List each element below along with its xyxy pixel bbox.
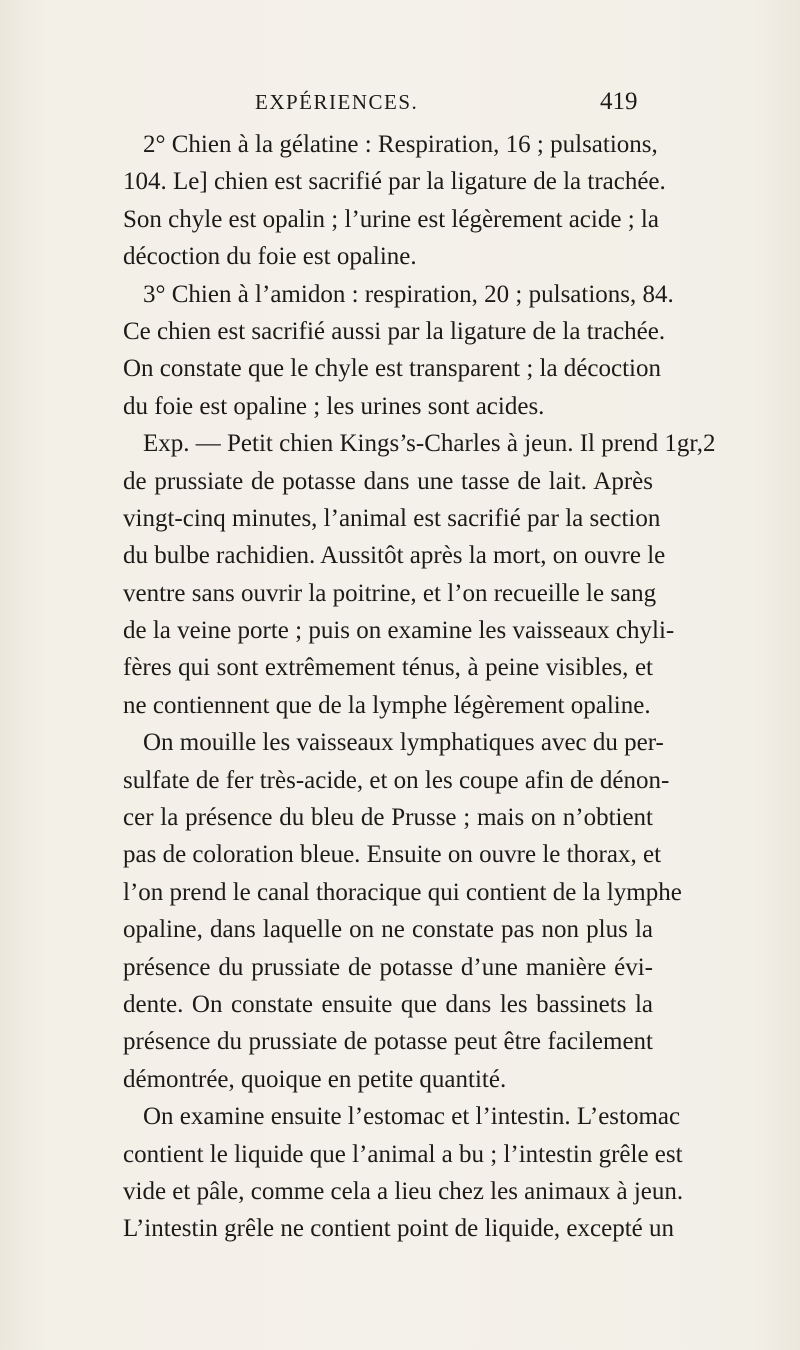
text-line: décoction du foie est opaline. [123, 243, 417, 271]
text-line: On constate que le chyle est transparent ; la décoction [123, 355, 661, 383]
text-line: contient le liquide que l’animal a bu ; l’intestin grêle est [123, 1140, 683, 1168]
text-line: fères qui sont extrêmement ténus, à peine visibles, et [123, 654, 653, 682]
text-line: vide et pâle, comme cela a lieu chez les animaux à jeun. [123, 1177, 684, 1205]
text-line: ventre sans ouvrir la poitrine, et l’on recueille le sang [123, 579, 657, 607]
page-header [0, 88, 800, 122]
text-line: présence du prussiate de potasse d’une manière évi- [123, 953, 653, 981]
text-line: sulfate de fer très-acide, et on les coupe afin de dénon- [123, 766, 670, 794]
text-line: 3° Chien à l’amidon : respiration, 20 ; pulsations, 84. [143, 280, 674, 308]
text-line: pas de coloration bleue. Ensuite on ouvre le thorax, et [123, 841, 662, 869]
text-line: cer la présence du bleu de Prusse ; mais on n’obtient [123, 804, 653, 832]
body-text [123, 126, 716, 1248]
text-line: présence du prussiate de potasse peut être facilement [123, 1028, 653, 1056]
text-line: démontrée, quoique en petite quantité. [123, 1065, 507, 1093]
text-line: de prussiate de potasse dans une tasse de lait. Après [123, 467, 653, 495]
text-line: Ce chien est sacrifié aussi par la ligature de la trachée. [123, 317, 666, 345]
text-line: l’on prend le canal thoracique qui contient de la lymphe [123, 878, 682, 906]
text-line: ne contiennent que de la lymphe légèrement opaline. [123, 691, 651, 719]
text-line: vingt-cinq minutes, l’animal est sacrifié par la section [123, 504, 661, 532]
text-line: L’intestin grêle ne contient point de liquide, excepté un [123, 1215, 675, 1243]
text-line: du foie est opaline ; les urines sont acides. [123, 392, 545, 420]
text-line: du bulbe rachidien. Aussitôt après la mort, on ouvre le [123, 542, 666, 570]
text-line: On mouille les vaisseaux lymphatiques avec du per- [143, 729, 664, 757]
text-line: dente. On constate ensuite que dans les bassinets la [123, 990, 653, 1018]
text-line: 104. Le] chien est sacrifié par la ligature de la trachée. [123, 168, 666, 196]
text-line: 2° Chien à la gélatine : Respiration, 16 ; pulsations, [143, 131, 658, 158]
text-line: de la veine porte ; puis on examine les vaisseaux chyli- [123, 617, 675, 645]
page-number: 419 [600, 88, 638, 115]
text-line: On examine ensuite l’estomac et l’intestin. L’estomac [143, 1103, 681, 1131]
running-title: EXPÉRIENCES. [255, 90, 419, 114]
text-line: Exp. — Petit chien Kings’s-Charles à jeun. Il prend 1gr,2 [143, 430, 716, 458]
text-line: opaline, dans laquelle on ne constate pas non plus la [123, 916, 653, 944]
text-line: Son chyle est opalin ; l’urine est légèrement acide ; la [123, 205, 659, 233]
